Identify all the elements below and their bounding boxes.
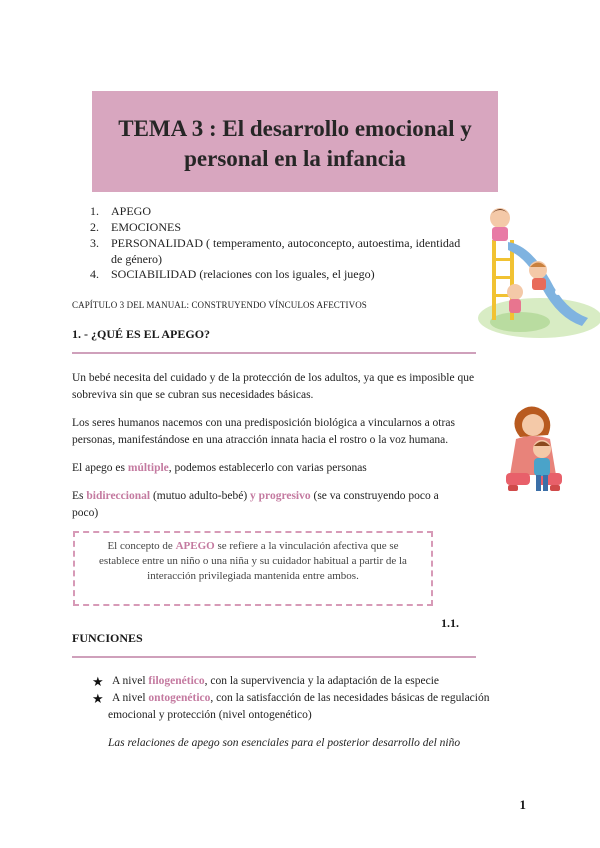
star-bullet-icon: ★ — [92, 674, 104, 689]
mother-child-illustration — [500, 405, 572, 497]
conclusion-text: Las relaciones de apego son esenciales para el posterior desarrollo del niño — [108, 737, 461, 749]
subsection-number: 1.1. — [441, 616, 459, 630]
star-bullet-icon: ★ — [92, 691, 104, 706]
subsection-heading: FUNCIONES — [72, 631, 143, 645]
paragraph-multiple: El apego es múltiple, podemos establecerlo con varias personas — [72, 462, 367, 474]
paragraph-predisposition: Los seres humanos nacemos con una predisposición biológica a vincularnos a otras personas, manifestándose en una atracción innata hacia el rostro o la voz humana. — [72, 417, 455, 446]
chapter-reference: CAPÍTULO 3 DEL MANUAL: CONSTRUYENDO VÍNCULOS AFECTIVOS — [72, 300, 367, 310]
section-divider — [72, 352, 476, 354]
subsection-divider — [72, 656, 476, 658]
function-item: ★ A nivel ontogenético, con la satisfacción de las necesidades básicas de regulación emocional y protección (nivel ontogenético) — [92, 691, 490, 721]
definition-text: El concepto de APEGO se refiere a la vinculación afectiva que se establece entre un niño o una niña y su cuidador habitual a partir de la interacción privilegiada mantenida entre ambos. — [99, 540, 407, 582]
title-line-2: personal en la infancia — [184, 146, 406, 171]
toc-list: 1. APEGO 2. EMOCIONES 3. PERSONALIDAD ( temperamento, autoconcepto, autoestima, identidad de género) 4. SOCIABILIDAD (relaciones con los iguales, el juego) — [90, 204, 461, 281]
page-title — [92, 114, 498, 174]
title-line-1: TEMA 3 : El desarrollo emocional y — [118, 116, 472, 141]
function-item: ★ A nivel filogenético, con la supervivencia y la adaptación de la especie — [92, 674, 439, 689]
children-slide-illustration — [470, 200, 600, 340]
paragraph-need-care: Un bebé necesita del cuidado y de la protección de los adultos, ya que es imposible que sobreviva sin que se cubran sus necesidades básicas. — [72, 372, 475, 401]
page-number: 1 — [519, 797, 526, 812]
section-heading: 1. - ¿QUÉ ES EL APEGO? — [72, 327, 211, 341]
paragraph-bidirectional: Es bidireccional (mutuo adulto-bebé) y progresivo (se va construyendo poco a poco) — [72, 490, 439, 519]
